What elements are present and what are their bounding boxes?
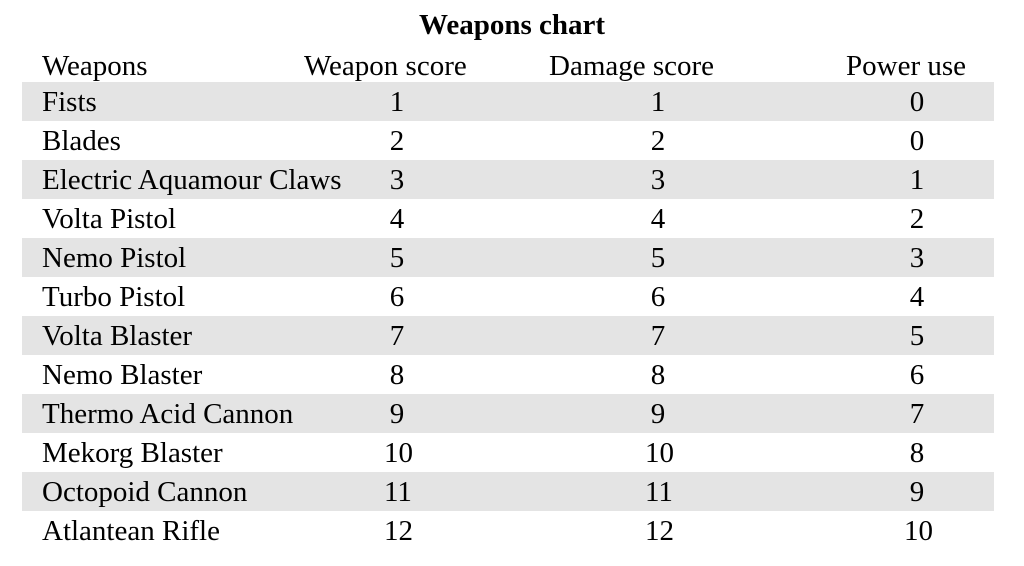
- cell-damage-score: 10: [645, 437, 674, 469]
- cell-power-use: 9: [909, 476, 925, 508]
- cell-weapon-score: 8: [389, 359, 405, 391]
- cell-damage-score: 7: [650, 320, 666, 352]
- cell-weapon-score: 7: [389, 320, 405, 352]
- cell-damage-score: 1: [650, 86, 666, 118]
- cell-power-use: 0: [909, 125, 925, 157]
- table-row: [22, 472, 994, 511]
- cell-weapon-name: Nemo Blaster: [42, 359, 203, 391]
- table-row: [22, 238, 994, 277]
- cell-power-use: 1: [909, 164, 925, 196]
- cell-damage-score: 6: [650, 281, 666, 313]
- cell-power-use: 10: [904, 515, 933, 547]
- cell-weapon-score: 3: [389, 164, 405, 196]
- cell-power-use: 0: [909, 86, 925, 118]
- cell-damage-score: 8: [650, 359, 666, 391]
- table-row: [22, 511, 994, 550]
- cell-power-use: 8: [909, 437, 925, 469]
- cell-weapon-name: Nemo Pistol: [42, 242, 187, 274]
- table-row: [22, 433, 994, 472]
- table-row: [22, 394, 994, 433]
- table-body: [22, 82, 994, 550]
- cell-weapon-score: 12: [384, 515, 413, 547]
- cell-weapon-name: Octopoid Cannon: [42, 476, 248, 508]
- cell-power-use: 3: [909, 242, 925, 274]
- cell-power-use: 4: [909, 281, 925, 313]
- cell-weapon-name: Blades: [42, 125, 121, 157]
- cell-power-use: 2: [909, 203, 925, 235]
- cell-power-use: 5: [909, 320, 925, 352]
- column-header-power-use: Power use: [846, 50, 967, 82]
- cell-power-use: 7: [909, 398, 925, 430]
- cell-weapon-name: Turbo Pistol: [42, 281, 186, 313]
- column-header-weapon-score: Weapon score: [304, 50, 467, 82]
- table-row: [22, 355, 994, 394]
- cell-weapon-score: 9: [389, 398, 405, 430]
- table-header-row: [22, 46, 994, 84]
- table-row: [22, 121, 994, 160]
- table-row: [22, 199, 994, 238]
- cell-damage-score: 12: [645, 515, 674, 547]
- table-row: [22, 82, 994, 121]
- cell-damage-score: 2: [650, 125, 666, 157]
- cell-weapon-score: 4: [389, 203, 405, 235]
- cell-damage-score: 11: [645, 476, 673, 508]
- cell-damage-score: 9: [650, 398, 666, 430]
- cell-damage-score: 4: [650, 203, 666, 235]
- table-title: Weapons chart: [418, 9, 606, 41]
- table-row: [22, 316, 994, 355]
- cell-weapon-name: Volta Blaster: [42, 320, 193, 352]
- table-row: [22, 160, 994, 199]
- cell-damage-score: 5: [650, 242, 666, 274]
- column-header-damage-score: Damage score: [549, 50, 715, 82]
- table-row: [22, 277, 994, 316]
- cell-weapon-score: 5: [389, 242, 405, 274]
- column-header-weapons: Weapons: [42, 50, 148, 82]
- cell-damage-score: 3: [650, 164, 666, 196]
- cell-weapon-name: Electric Aquamour Claws: [42, 164, 342, 196]
- cell-weapon-score: 10: [384, 437, 413, 469]
- cell-weapon-score: 2: [389, 125, 405, 157]
- cell-weapon-score: 6: [389, 281, 405, 313]
- cell-power-use: 6: [909, 359, 925, 391]
- cell-weapon-name: Volta Pistol: [42, 203, 177, 235]
- cell-weapon-score: 1: [389, 86, 405, 118]
- cell-weapon-score: 11: [384, 476, 412, 508]
- cell-weapon-name: Thermo Acid Cannon: [42, 398, 294, 430]
- cell-weapon-name: Atlantean Rifle: [42, 515, 220, 547]
- cell-weapon-name: Fists: [42, 86, 97, 118]
- cell-weapon-name: Mekorg Blaster: [42, 437, 223, 469]
